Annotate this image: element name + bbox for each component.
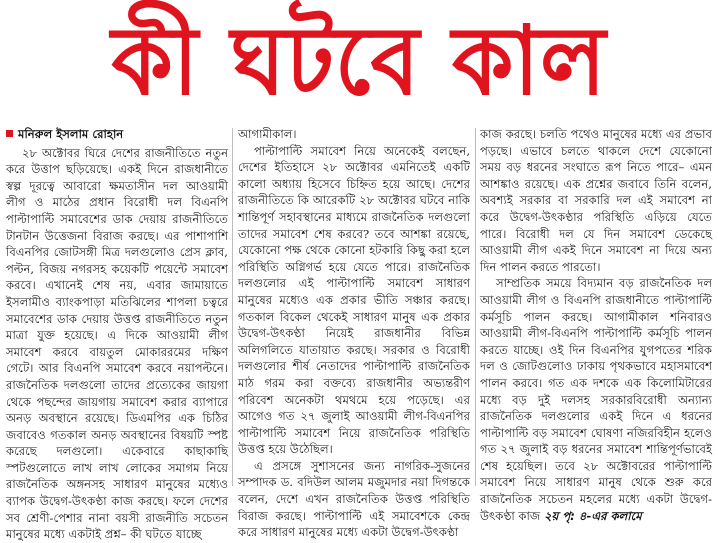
byline-bullet-icon [6, 130, 13, 137]
paragraph: কাজ করছে। চলতি পথেও মানুষের মধ্যে এর প্রভাব পড়ছে। এভাবে চলতে থাকলে দেশে যেকোনো সময় বড় ধরনের সংঘাতে রূপ নিতে পারে– এমন আশঙ্কাও রয়েছে। এক প্রশ্নের জবাবে তিনি বলেন, অবশ্যই সরকার বা সরকারি দল এই সমাবেশ না করে উদ্বেগ-উৎকণ্ঠার পরিস্থিতি এড়িয়ে যেতে পারে। বিরোধী দল যে দিন সমাবেশ ডেকেছে আওয়ামী লীগ একই দিনে সমাবেশ না দিয়ে অন্য দিন পালন করতে পারতো। [480, 127, 712, 274]
paragraph: পাল্টাপাল্টি সমাবেশ নিয়ে অনেকেই বলছেন, দেশের ইতিহাসে ২৮ অক্টোবর এমনিতেই একটি কালো অধ্যায় হিসেবে চিহ্নিত হয়ে আছে। দেশের রাজনীতিতে কি আরেকটি ২৮ অক্টোবর ঘটবে নাকি শান্তিপূর্ণ সহাবস্থানের মাধ্যমে রাজনৈতিক দলগুলো তাদের সমাবেশ শেষ করবে? তবে আশঙ্কা রয়েছে, যেকোনো পক্ষ থেকে কোনো হটকারি কিছু করা হলে পরিস্থিতি অগ্নিগর্ভ হয়ে যেতে পারে। রাজনৈতিক দলগুলোর এই পাল্টাপাল্টি সমাবেশ সাধারণ মানুষের মধ্যেও এক প্রকার ভীতি সঞ্চার করছে। গতকাল বিকেল থেকেই সাধারণ মানুষ এক প্রকার উদ্বেগ-উৎকণ্ঠা নিয়েই রাজধানীর বিভিন্ন অলিগলিতে যাতায়াত করছে। সরকার ও বিরোধী দলগুলোর শীর্ষ নেতাদের পাল্টাপাল্টি রাজনৈতিক মাঠ গরম করা বক্তব্যে রাজধানীর অভ্যন্তরীণ পরিবেশ অনেকটা থমথমে হয়ে পড়েছে। এর আগেও গত ২৭ জুলাই আওয়ামী লীগ-বিএনপির পাল্টাপাল্টি সমাবেশ নিয়ে রাজনৈতিক পরিস্থিতি উত্তপ্ত হয়ে উঠেছিল। [238, 143, 470, 457]
article-body [0, 126, 718, 542]
paragraph: ২৮ অক্টোবর ঘিরে দেশের রাজনীতিতে নতুন করে উত্তাপ ছড়িয়েছে। একই দিনে রাজধানীতে স্বল্প দূরত্বে আবারো ক্ষমতাসীন দল আওয়ামী লীগ ও মাঠের প্রধান বিরোধী দল বিএনপি পাল্টাপাল্টি সমাবেশের ডাক দেয়ায় রাজনীতিতে টানটান উত্তেজনা বিরাজ করছে। এর পাশাপাশি বিএনপির জোটসঙ্গী মিত্র দলগুলোও প্রেস ক্লাব, পল্টন, বিজয় নগরসহ কয়েকটি পয়েন্টে সমাবেশ করবে। এখানেই শেষ নয়, এবার জামায়াতে ইসলামীও ব্যাংকপাড়া মতিঝিলের শাপলা চত্বরে সমাবেশের ডাক দেয়ায় উত্তপ্ত রাজনীতিতে নতুন মাত্রা যুক্ত হয়েছে। এ দিকে আওয়ামী লীগ সমাবেশ করবে বায়তুল মোকাররমের দক্ষিণ গেটে। আর বিএনপি সমাবেশ করবে নয়াপল্টনে। রাজনৈতিক দলগুলো তাদের প্রত্যেকের জায়গা থেকে পছন্দের জায়গায় সমাবেশ করার ব্যাপারে অনড় অবস্থানে রয়েছে। ডিএমপির এক চিঠির জবাবেও গতকাল অনড় অবস্থানের বিষয়টি স্পষ্ট করেছে দলগুলো। একেবারে কাছাকাছি স্পটগুলোতে লাখ লাখ লোকের সমাগম নিয়ে রাজনৈতিক অঙ্গনসহ সাধারণ মানুষের মধ্যেও ব্যাপক উদ্বেগ-উৎকণ্ঠা কাজ করছে। ফলে দেশের সব শ্রেণী-পেশার নানা বয়সী রাজনীতি সচেতন মানুষের মধ্যে একটাই প্রশ্ন– কী ঘটতে যাচ্ছে [6, 145, 228, 542]
paragraph [480, 275, 712, 524]
column-divider [475, 128, 476, 486]
headline-text: কী ঘটবে কাল [111, 4, 607, 117]
column-divider [232, 128, 233, 486]
headline [0, 0, 718, 122]
continuation-link[interactable]: ২য় পৃ: ৪-এর কলামে [543, 508, 642, 523]
column-2 [238, 126, 470, 540]
column-1 [6, 126, 228, 542]
paragraph: এ প্রসঙ্গে সুশাসনের জন্য নাগরিক-সুজনের সম্পাদক ড. বদিউল আলম মজুমদার নয়া দিগন্তকে বলেন, দেশে এখন রাজনৈতিক উত্তপ্ত পরিস্থিতি বিরাজ করছে। পাল্টাপাল্টি এই সমাবেশকে কেন্দ্র করে সাধারণ মানুষের মধ্যে একটা উদ্বেগ-উৎকণ্ঠা [238, 458, 470, 540]
byline-author: মনিরুল ইসলাম রোহান [18, 127, 124, 141]
byline [6, 126, 228, 143]
column-3 [480, 126, 712, 523]
paragraph-text: সাম্প্রতিক সময়ে বিদ্যমান বড় রাজনৈতিক দল আওয়ামী লীগ ও বিএনপি রাজধানীতে পাল্টাপাল্টি কর্মসূচি পালন করছে। আগামীকাল শনিবারও আওয়ামী লীগ-বিএনপি পাল্টাপাল্টি কর্মসূচি পালন করতে যাচ্ছে। ওই দিন বিএনপির যুগপতের শরিক দল ও জোটগুলোও ঢাকায় পৃথকভাবে মহাসমাবেশ পালন করবে। গত এক দশকে এক কিলোমিটারের মধ্যে বড় দুই দলসহ সরকারবিরোধী অন্যান্য রাজনৈতিক দলগুলোর একই দিনে এ ধরনের পাল্টাপাল্টি বড় সমাবেশ ঘোষণা নজিরবিহীন হলেও গত ২৭ জুলাই বড় ধরনের সমাবেশ শান্তিপূর্ণভাবেই শেষ হয়েছিল। তবে ২৮ অক্টোবরের পাল্টাপাল্টি সমাবেশ নিয়ে সাধারণ মানুষ থেকে শুরু করে রাজনৈতিক সচেতন মহলের মধ্যে একটা উদ্বেগ-উৎকণ্ঠা কাজ [480, 276, 712, 523]
paragraph: আগামীকাল। [238, 127, 297, 141]
